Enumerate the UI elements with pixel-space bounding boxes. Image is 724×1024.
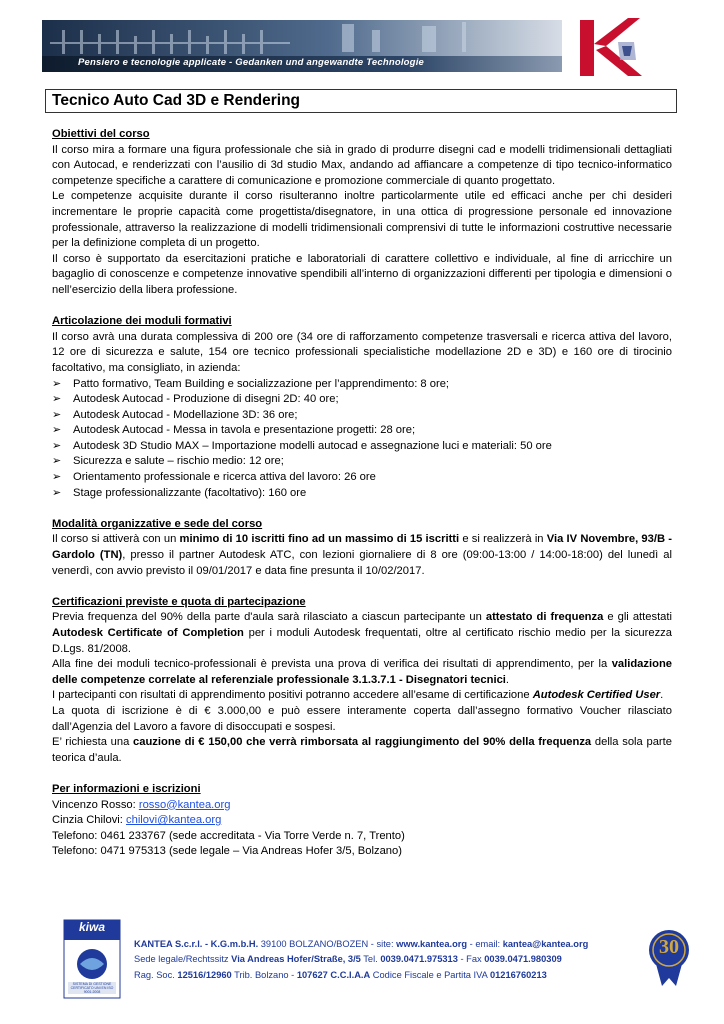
paragraph-certificazioni-3: I partecipanti con risultati di apprendimento positivi potranno accedere all’esame di certificazione Autodesk Certified User. [52,689,664,702]
section-heading-articolazione: Articolazione dei moduli formativi [52,315,232,328]
section-heading-obiettivi: Obiettivi del corso [52,128,150,140]
phone-bolzano: Telefono: 0471 975313 (sede legale – Via Andreas Hofer 3/5, Bolzano) [52,845,402,858]
footer-line-1: KANTEA S.c.r.l. - K.G.m.b.H. 39100 BOLZANO/BOZEN - site: www.kantea.org - email: kantea@kantea.org [134,939,589,949]
paragraph-certificazioni-5: E’ richiesta una cauzione di € 150,00 che verrà rimborsata al raggiungimento del 90% della frequenza della sola parte teorica d’aula. [52,736,672,764]
logo-text: KANTEA [571,28,580,68]
header-slogan: Pensiero e tecnologie applicate - Gedanken und angewandte Technologie [78,57,425,68]
paragraph-certificazioni-1: Previa frequenza del 90% della parte d'aula sarà rilasciato a ciascun partecipante un attestato di frequenza e gli attestati Autodesk Certificate of Completion per i moduli Autodesk frequentati, oltre al certificato rischio medio per la sicurezza D.Lgs. 81/2008. [52,611,672,655]
kiwa-sub: certified [81,934,103,940]
page-title: Tecnico Auto Cad 3D e Rendering [52,92,301,109]
section-heading-modalita: Modalità organizzative e sede del corso [52,517,263,530]
arrow-bullet-icon: ➢ [52,486,62,499]
paragraph-modalita: Il corso si attiverà con un minimo di 10 iscritti fino ad un massimo di 15 iscritti e si realizzerà in Via IV Novembre, 93/B - Gardolo (TN), presso il partner Autodesk ATC, con lezioni giornaliere di 8 ore (09:00-13:00 / 14:00-18:00) del lunedì al venerdì, con avvio previsto il 09/01/2017 e data fine presunta il 10/02/2017. [52,533,672,577]
list-item: ➢ Autodesk Autocad - Modellazione 3D: 36 ore; [52,408,672,424]
kiwa-brand: kiwa [78,920,105,934]
phone-trento: Telefono: 0461 233767 (sede accreditata - Via Torre Verde n. 7, Trento) [52,829,405,842]
arrow-bullet-icon: ➢ [52,377,62,390]
kiwa-certification-logo [62,918,122,1000]
list-item: ➢ Autodesk Autocad - Messa in tavola e presentazione progetti: 28 ore; [52,423,672,439]
paragraph-certificazioni-4: La quota di iscrizione è di € 3.000,00 e può essere interamente coperta dall’assegno formativo Voucher rilasciato dall’Agenzia del Lavoro a favore di disoccupati e sospesi. [52,704,672,733]
module-list [52,377,672,502]
email-link-rosso[interactable]: rosso@kantea.org [138,798,231,811]
arrow-bullet-icon: ➢ [52,393,62,406]
arrow-bullet-icon: ➢ [52,439,62,452]
list-item: ➢ Orientamento professionale e ricerca attiva del lavoro: 26 ore [52,470,672,486]
email-link-chilovi[interactable]: chilovi@kantea.org [126,814,222,827]
arrow-bullet-icon: ➢ [52,471,62,484]
arrow-bullet-icon: ➢ [52,455,62,468]
paragraph-articolazione: Il corso avrà una durata complessiva di 200 ore (34 ore di rafforzamento competenze trasversali e ricerca attiva del lavoro, 12 ore di sicurezza e salute, 154 ore tecnico professionali specialistiche modellazione 2D e 3D) e 160 ore di tirocinio facoltativo, ma consigliato, in azienda: [52,330,672,374]
footer-company-info [134,937,644,983]
paragraph-obiettivi-2: Le competenze acquisite durante il corso risulteranno inoltre particolarmente utile ed efficaci anche per chi desideri incrementare le proprie capacità come progettista/disegnatore, in una ottica di progressione personale ed innovazione professionale, attraverso la realizzazione di modelli tridimensionali comprensivi di tutte le informazioni costruttive necessarie per la definizione completa di un progetto. [52,190,672,250]
contact-rosso: Vincenzo Rosso: rosso@kantea.org [52,798,231,811]
footer-line-2: Sede legale/Rechtssitz Via Andreas Hofer/Straße, 3/5 Tel. 0039.0471.975313 - Fax 0039.0471.980309 [134,954,562,965]
footer-line-3: Rag. Soc. 12516/12960 Trib. Bolzano - 107627 C.C.I.A.A Codice Fiscale e Partita IVA 01216760213 [134,969,547,980]
arrow-bullet-icon: ➢ [52,424,62,437]
list-item: ➢ Stage professionalizzante (facoltativo): 160 ore [52,486,672,502]
title-box [45,89,677,113]
list-item: ➢ Autodesk Autocad - Produzione di disegni 2D: 40 ore; [52,392,672,408]
section-heading-certificazioni: Certificazioni previste e quota di partecipazione [52,595,306,608]
document-body [52,127,672,860]
paragraph-obiettivi-1: Il corso mira a formare una figura professionale che sià in grado di produrre disegni cad e modelli tridimensionali dettagliati con Autocad, e renderizzati con l’ausilio di 3d studio Max, andando ad affiancare a competenze di tipo tecnico-informatico competenze specifiche a carattere di comunicazione e promozione commerciale di quanto progettato. [52,143,672,187]
anniversary-badge [648,928,690,986]
paragraph-obiettivi-3: Il corso è supportato da esercitazioni pratiche e laboratoriali di carattere collettivo e individuale, al fine di arricchire un bagaglio di conoscenze e competenze innovative spendibili all’interno di organizzazioni differenti per tipologia e dimensioni o nell’esercizio della libera professione. [52,252,672,296]
list-item: ➢ Sicurezza e salute – rischio medio: 12 ore; [52,454,672,470]
arrow-bullet-icon: ➢ [52,408,62,421]
list-item: ➢ Autodesk 3D Studio MAX – Importazione modelli autocad e assegnazione luci e materiali: 50 ore [52,439,672,455]
section-heading-informazioni: Per informazioni e iscrizioni [52,782,201,795]
contact-chilovi: Cinzia Chilovi: chilovi@kantea.org [52,814,222,827]
list-item: ➢ Patto formativo, Team Building e socializzazione per l’apprendimento: 8 ore; [52,377,672,393]
badge-number: 30 [659,936,679,958]
kiwa-note: SISTEMA DI GESTIONE CERTIFICATO UNI EN ISO 9001:2008 [70,982,114,994]
paragraph-certificazioni-2: Alla fine dei moduli tecnico-professionali è prevista una prova di verifica dei risultati di apprendimento, per la validazione delle competenze correlate al referenziale professionale 3.1.3.7.1 - Disegnatori tecnici. [52,658,672,686]
